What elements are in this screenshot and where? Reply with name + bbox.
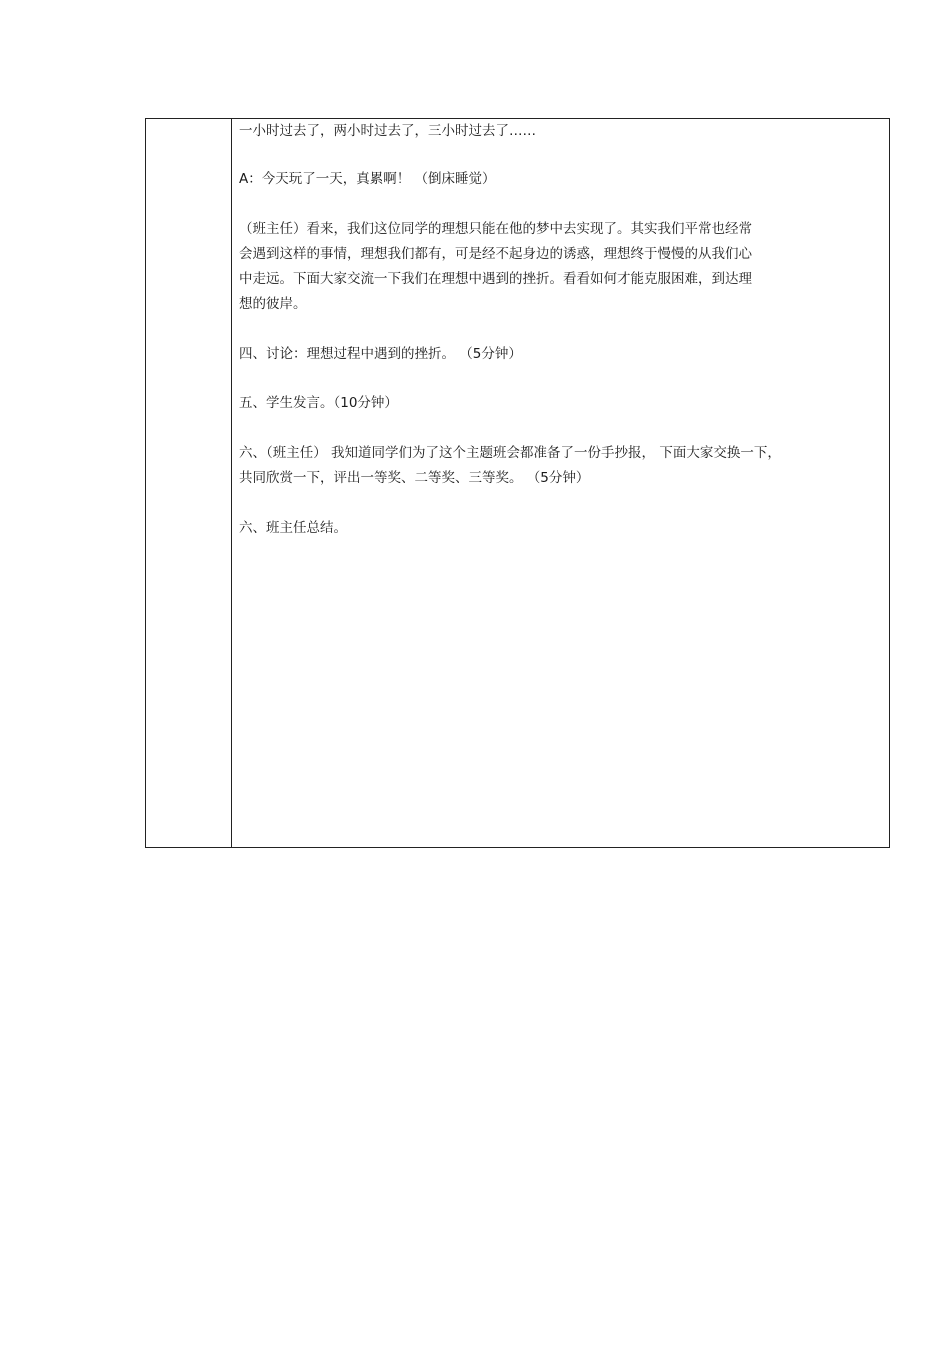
paragraph-teacher-remark [239, 217, 809, 317]
lesson-table [145, 118, 890, 848]
paragraph-line: 想的彼岸。 [239, 296, 307, 312]
text-line-dialogue-a: A：今天玩了一天，真累啊！ （倒床睡觉） [239, 171, 496, 187]
paragraph-line: 中走远。下面大家交流一下我们在理想中遇到的挫折。看看如何才能克服困难，到达理 [239, 271, 752, 287]
table-left-column [146, 119, 232, 847]
paragraph-line: 会遇到这样的事情，理想我们都有，可是经不起身边的诱惑，理想终于慢慢的从我们心 [239, 246, 752, 262]
paragraph-line: （班主任）看来，我们这位同学的理想只能在他的梦中去实现了。其实我们平常也经常 [239, 221, 752, 237]
table-content-column [232, 119, 889, 847]
text-line-step-discussion: 四、讨论：理想过程中遇到的挫折。 （5分钟） [239, 346, 522, 362]
text-line-step-poster-2: 共同欣赏一下，评出一等奖、二等奖、三等奖。 （5分钟） [239, 470, 590, 486]
text-line-hours-passed: 一小时过去了，两小时过去了，三小时过去了…… [239, 123, 536, 139]
text-line-step-poster-1: 六、（班主任） 我知道同学们为了这个主题班会都准备了一份手抄报， 下面大家交换一下， [239, 445, 781, 461]
text-line-step-summary: 六、班主任总结。 [239, 520, 347, 536]
text-line-step-speech: 五、学生发言。（10分钟） [239, 395, 398, 411]
